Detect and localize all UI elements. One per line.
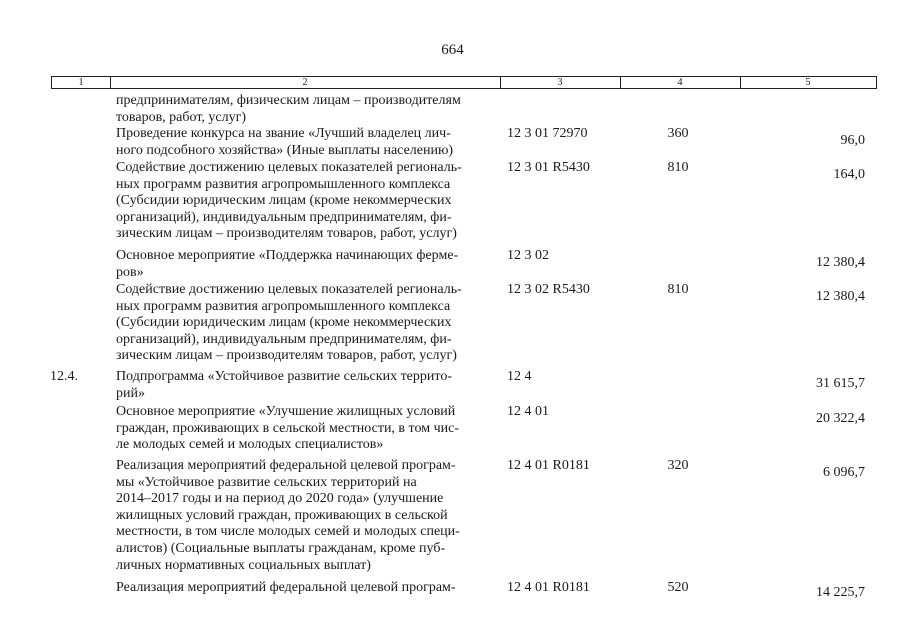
row-amount: 6 096,7 (823, 465, 865, 480)
row-description: Основное мероприятие «Поддержка начинающих ферме- ров» (116, 248, 459, 280)
row-type: 810 (667, 282, 689, 297)
row-amount: 14 225,7 (816, 585, 865, 600)
row-code: 12 3 01 R5430 (507, 160, 590, 175)
row-type: 360 (667, 126, 689, 141)
row-type: 520 (667, 580, 689, 595)
row-amount: 12 380,4 (816, 255, 865, 270)
row-type: 810 (667, 160, 689, 175)
row-amount: 96,0 (840, 133, 865, 148)
row-amount: 164,0 (833, 167, 865, 182)
header-col-2: 2 (302, 77, 308, 88)
row-description: Реализация мероприятий федеральной целевой програм- (116, 580, 456, 595)
row-code: 12 4 01 R0181 (507, 458, 590, 473)
header-col-5: 5 (805, 77, 811, 88)
row-description: Основное мероприятие «Улучшение жилищных условий граждан, проживающих в сельской местности, в том чис- ле молодых семей и молодых специалистов» (116, 404, 459, 453)
header-col-3: 3 (557, 77, 563, 88)
row-code: 12 4 (507, 369, 532, 384)
header-col-1: 1 (78, 77, 84, 88)
row-description: предпринимателям, физическим лицам – производителям товаров, работ, услуг) (116, 93, 461, 125)
row-code: 12 3 01 72970 (507, 126, 588, 141)
row-code: 12 4 01 R0181 (507, 580, 590, 595)
row-code: 12 3 02 (507, 248, 549, 263)
row-number: 12.4. (50, 369, 78, 384)
row-type: 320 (667, 458, 689, 473)
row-amount: 20 322,4 (816, 411, 865, 426)
page-number: 664 (441, 42, 464, 58)
row-code: 12 3 02 R5430 (507, 282, 590, 297)
header-col-4: 4 (677, 77, 683, 88)
table-header-row (51, 76, 877, 89)
row-amount: 12 380,4 (816, 289, 865, 304)
row-description: Содействие достижению целевых показателей региональ- ных программ развития агропромышленного комплекса (Субсидии юридическим лицам (кроме некоммерческих организаций), индивидуальным предпринимателям, фи- зическим лицам – производителям товаров, работ, услуг) (116, 160, 462, 242)
row-code: 12 4 01 (507, 404, 549, 419)
row-amount: 31 615,7 (816, 376, 865, 391)
row-description: Проведение конкурса на звание «Лучший владелец лич- ного подсобного хозяйства» (Иные выплаты населению) (116, 126, 454, 158)
row-description: Содействие достижению целевых показателей региональ- ных программ развития агропромышленного комплекса (Субсидии юридическим лицам (кроме некоммерческих организаций), индивидуальным предпринимателям, фи- зическим лицам – производителям товаров, работ, услуг) (116, 282, 462, 364)
row-description: Реализация мероприятий федеральной целевой програм- мы «Устойчивое развитие сельских территорий на 2014–2017 годы и на период до 2020 года» (улучшение жилищных условий граждан, проживающих в сельской местности, в том числе молодых семей и молодых специ- алистов) (Социальные выплаты гражданам, кроме пуб- личных нормативных социальных выплат) (116, 458, 460, 573)
row-description: Подпрограмма «Устойчивое развитие сельских террито- рий» (116, 369, 452, 401)
